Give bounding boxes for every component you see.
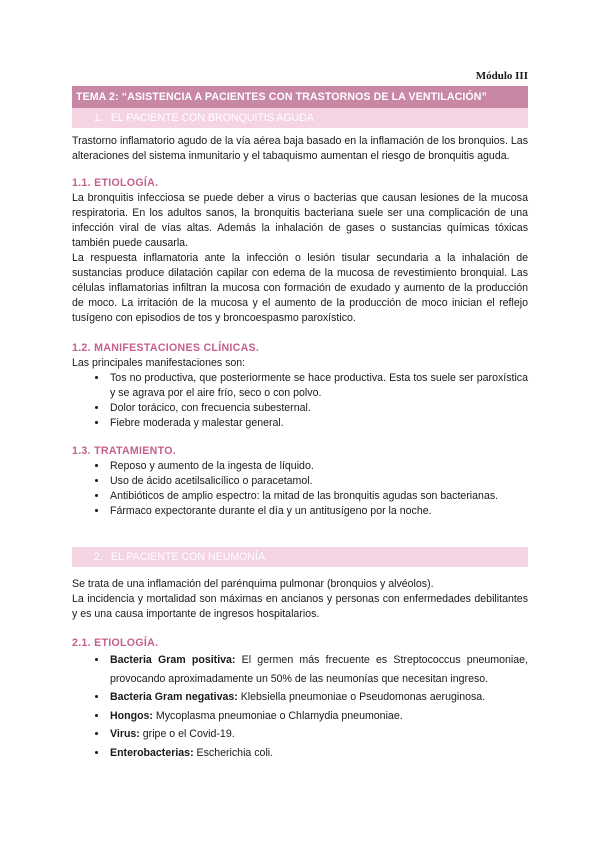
section-2-paragraph-2: La incidencia y mortalidad son máximas en ancianos y personas con enfermedades debilitantes y es una causa importante de ingresos hospitalarios. [72, 593, 528, 620]
item-text: Klebsiella pneumoniae o Pseudomonas aeruginosa. [237, 691, 486, 703]
item-label: Enterobacterias: [110, 746, 194, 759]
list-item [108, 744, 528, 763]
section-2-number: 2. [94, 551, 103, 563]
heading-1-3: 1.3. TRATAMIENTO. [72, 445, 176, 457]
item-text: Escherichia coli. [193, 746, 274, 759]
section-1-header [72, 108, 528, 128]
list-item [108, 707, 528, 726]
section-2-paragraph-1: Se trata de una inflamación del parénquima pulmonar (bronquios y alvéolos). [72, 578, 434, 590]
list-item: • Fiebre moderada y malestar general. [108, 416, 528, 431]
etiologia-paragraph-1: La bronquitis infecciosa se puede deber a virus o bacterias que causan lesiones de la mucosa respiratoria. En los adultos sanos, la bronquitis bacteriana suele ser una complicación de una infección viral de vías altas. Además la inhalación de gases o sustancias químicas tóxicas también puede causarla. [72, 192, 528, 249]
section-2-title: EL PACIENTE CON NEUMONÍA [110, 551, 266, 563]
list-item [108, 688, 528, 707]
section-2-header [72, 547, 528, 567]
item-text: El germen más frecuente es Streptococcus pneumoniae, provocando aproximadamente un 50% de las neumonías que necesitan ingreso. [110, 654, 528, 685]
manifestaciones-intro: Las principales manifestaciones son: [72, 357, 246, 369]
list-item [108, 651, 528, 688]
item-label: Virus: [110, 728, 140, 740]
section-1-intro: Trastorno inflamatorio agudo de la vía aérea baja basado en la inflamación de los bronquios. Las alteraciones del sistema inmunitario y el tabaquismo aumentan el riesgo de bronquitis aguda. [72, 135, 528, 162]
list-item: • Dolor torácico, con frecuencia subesternal. [108, 401, 528, 416]
item-label: Bacteria Gram negativas: [110, 691, 238, 703]
list-item: • Uso de ácido acetilsalicílico o paracetamol. [108, 474, 528, 489]
section-1-number: 1. [94, 112, 103, 124]
list-item: • Fármaco expectorante durante el día y un antitusígeno por la noche. [108, 504, 528, 519]
list-item [108, 725, 528, 744]
module-label: Módulo III [475, 70, 528, 82]
list-item: • Reposo y aumento de la ingesta de líquido. [108, 459, 528, 474]
item-label: Hongos: [110, 709, 153, 722]
list-item: • Tos no productiva, que posteriormente se hace productiva. Esta tos suele ser paroxística y se agrava por el aire frío, seco o con polvo. [108, 371, 528, 401]
document-page [72, 86, 528, 762]
heading-1-1: 1.1. ETIOLOGÍA. [72, 177, 159, 189]
item-text: Mycoplasma pneumoniae o Chlamydia pneumoniae. [152, 709, 403, 722]
item-label: Bacteria Gram positiva: [110, 654, 236, 666]
heading-2-1: 2.1. ETIOLOGÍA. [72, 637, 159, 649]
list-item: • Antibióticos de amplio espectro: la mitad de las bronquitis agudas son bacterianas. [108, 489, 528, 504]
item-text: gripe o el Covid-19. [139, 728, 235, 740]
topic-title-bar: TEMA 2: “ASISTENCIA A PACIENTES CON TRASTORNOS DE LA VENTILACIÓN” [72, 86, 528, 108]
section-1-title: EL PACIENTE CON BRONQUITIS AGUDA [110, 112, 314, 124]
heading-1-2: 1.2. MANIFESTACIONES CLÍNICAS. [72, 342, 260, 354]
etiologia-paragraph-2: La respuesta inflamatoria ante la infección o lesión tisular secundaria a la inhalación de sustancias produce dilatación capilar con edema de la mucosa de revestimiento bronquial. Las células inflamatorias infiltran la mucosa con formación de exudado y aumento de la producción de moco. La irritación de la mucosa y el aumento de la producción de moco inician el reflejo tusígeno con episodios de tos y broncoespasmo paroxístico. [72, 252, 528, 324]
